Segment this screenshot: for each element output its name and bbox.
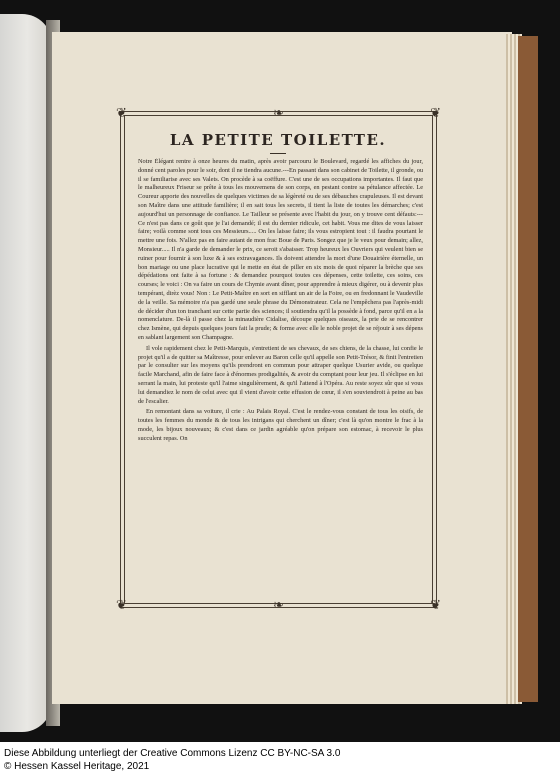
license-caption — [4, 747, 340, 773]
license-line: Diese Abbildung unterliegt der Creative Commons Lizenz CC BY-NC-SA 3.0 — [4, 748, 341, 759]
body-text — [138, 158, 423, 588]
left-page-edge — [0, 14, 52, 732]
title-rule — [270, 153, 286, 154]
corner-ornament-icon: ❦ — [430, 106, 441, 121]
corner-ornament-icon: ❦ — [116, 106, 127, 121]
bottom-ornament-icon: ❧ — [273, 598, 284, 613]
paragraph: En remontant dans sa voiture, il crie : Au Palais Royal. C'est le rendez-vous constant de tous les oisifs, de toutes les femmes du monde & de tous les intrigans qui cherchent un dîner; c'est là qu'on montre le frac à la mode, les bijoux nouveaux; & c'est dans ce jardin agréable qu'on prépare son estomac, à recevoir le plus succulent repas. On — [138, 408, 423, 442]
corner-ornament-icon: ❦ — [430, 598, 441, 613]
corner-ornament-icon: ❦ — [116, 598, 127, 613]
book-cover-edge — [518, 36, 538, 702]
copyright-line: © Hessen Kassel Heritage, 2021 — [4, 761, 150, 772]
paragraph: Notre Élégant rentre à onze heures du matin, après avoir parcouru le Boulevard, regardé les affiches du jour, donné cent paroles pour le soir, dont il ne tiendra aucune.---En passant dans son cabinet de Toilette, il gronde, ou il se familiarise avec ses Valets. On procède à sa coëffure. C'est une de ses occupations importantes. Il faut que le malheureux Friseur se prête à tous les mouvemens de son corps, en pestant contre sa pétulance affectée. Le Coureur apporte des nouvelles de quelques victimes de sa légèreté ou de ses débauches crapuleuses. Il est devant son Maître dans une attitude familière; il en sait tous les secrets, il tient la liste de toutes les démarches; c'est aujourd'hui un personnage de confiance. Le Tailleur se présente avec l'habit du jour, on y trouve cent défauts:---Ce n'est pas dans ce goût que je l'ai demandé; il est du dernier ridicule, cet habit. Vous me dites de vous laisser faire; voilà comme sont tous ces Messieurs..... On les laisse faire; ils vous estropient tout : il faudra pourtant le mettre une fois. N'allez pas en faire autant de mon frac Boue de Paris. Songez que je le veux pour demain; allez, Monsieur..... Il n'a garde de demander le prix, ce seroit s'abaisser. Trop heureux les Ouvriers qui veulent bien se ruiner pour fournir à son luxe & à ses extravagances. Ils doivent attendre la mort d'une Douairière éternelle, un bon mariage ou une place lucrative qui le mette en état de piller en six mois de quoi réparer la brèche que ses dépédations ont faite à sa fortune : & demandez pourquoi toutes ces dépenses, cette toilette, ces soins, ces courses; le voici : On va faire un cours de Chymie avant dîner, pour apprendre à mieux digérer, ou à devenir plus tempérant, dirèz vous! Non : Le Petit-Maître en sort en sifflant un air de la Foire, ou en fredonnant le Vaudeville de la veille. Sa mémoire n'a pas gardé une seule phrase du Démonstrateur. Cela ne l'empêchera pas l'après-midi de décider d'un ton tranchant sur cette partie des sciences; il soutiendra qu'il la possède à fond, parce qu'il en a la nomenclature. De-là il passe chez la minaudière Cidalise, découpe quelques oiseaux, la prie de se rencontrer chez Ismène, qui depuis quelques jours fait la prude; & forme avec elle le noble projet de se réjouir à ses dépens en sablant largement son Champagne. — [138, 158, 423, 341]
top-ornament-icon: ❧ — [273, 106, 284, 121]
paragraph: Il vole rapidement chez le Petit-Marquis, s'entretient de ses chevaux, de ses chiens, de la chasse, lui confie le projet qu'il a de quitter sa Maîtresse, pour enlever au Baron celle qu'il appelle son Petit-Trésor, & finit l'entretien par le consulter sur les moyens qu'ils prendront en commun pour attraper quelque Usurier avide, ou quelque facile Marchand, afin de faire face à d'énormes prodigalités, & avoir du comptant pour leur jeu. Il s'éclipse en lui serrant la main, lui proteste qu'il l'aime singulièrement, & qu'il l'attend à l'Opéra. Au reste soyez sûr que si vous lui demandiez le nom de celui avec qui il vient d'avoir cette effusion de cœur, il s'en souviendroit à peine au bas de l'escalier. — [138, 344, 423, 405]
page-title: LA PETITE TOILETTE. — [169, 131, 387, 149]
